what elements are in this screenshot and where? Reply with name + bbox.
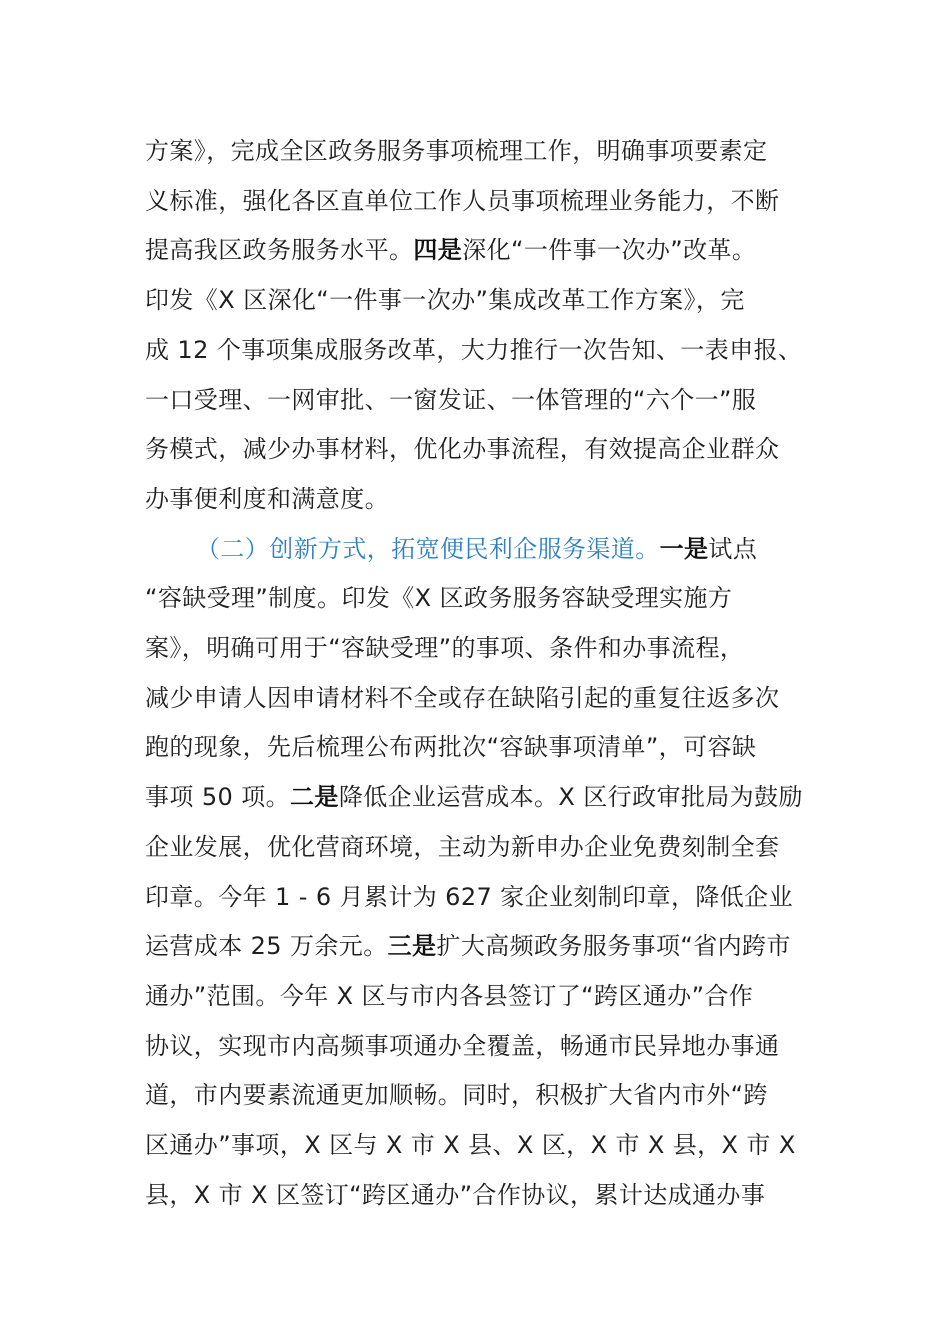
text-line [145, 385, 756, 415]
emphasis-text: 三是 [387, 932, 437, 961]
body-text-segment: 跑的现象，先后梳理公布两批次“容缺事项清单”，可容缺 [145, 733, 757, 762]
text-line [145, 136, 767, 166]
body-text-segment: 印章。今年 1 - 6 月累计为 627 家企业刻制印章，降低企业 [145, 882, 793, 911]
body-text-segment: “容缺受理”制度。印发《X 区政务服务容缺受理实施方 [145, 584, 733, 613]
body-text-segment: 道，市内要素流通更加顺畅。同时，积极扩大省内市外“跨 [145, 1081, 768, 1110]
text-line [145, 434, 779, 464]
body-text-segment: 方案》，完成全区政务服务事项梳理工作，明确事项要素定 [145, 137, 768, 165]
text-line [145, 583, 732, 613]
text-line [145, 782, 803, 812]
body-text-segment: 深化“一件事一次办”改革。 [462, 236, 757, 265]
body-text-segment: 务模式，减少办事材料，优化办事流程，有效提高企业群众 [145, 435, 780, 464]
text-line [145, 1130, 796, 1160]
text-line [145, 1080, 768, 1110]
text-line [145, 832, 779, 862]
body-text-segment: 降低企业运营成本。X 区行政审批局为鼓励 [338, 783, 803, 812]
text-line [145, 981, 753, 1011]
body-text-segment: 事项 50 项。 [145, 783, 290, 812]
text-line [145, 931, 791, 961]
text-line [145, 1180, 765, 1210]
body-text-segment: 成 12 个事项集成服务改革，大力推行一次告知、一表申报、 [145, 335, 803, 364]
body-text-segment: 提高我区政务服务水平。 [145, 236, 414, 265]
text-line [145, 732, 756, 762]
body-text-segment: 通办”范围。今年 X 区与市内各县签订了“跨区通办”合作 [145, 981, 754, 1010]
emphasis-text: 一是 [659, 534, 709, 563]
text-line [145, 484, 389, 514]
body-text-segment: 县，X 市 X 区签订“跨区通办”合作协议，累计达成通办事 [145, 1180, 766, 1209]
body-text-segment: 义标准，强化各区直单位工作人员事项梳理业务能力，不断 [145, 186, 780, 215]
body-text-segment: 一口受理、一网审批、一窗发证、一体管理的“六个一”服 [145, 385, 757, 414]
body-text-segment: 区通办”事项，X 区与 X 市 X 县、X 区，X 市 X 县，X 市 X [145, 1131, 796, 1159]
text-line [145, 335, 802, 365]
body-text-segment: 扩大高频政务服务事项“省内跨市 [436, 932, 791, 961]
section-heading: （二）创新方式，拓宽便民利企服务渠道。 [196, 534, 660, 563]
body-text-segment: 试点 [708, 534, 758, 563]
body-text-segment: 案》，明确可用于“容缺受理”的事项、条件和办事流程， [145, 634, 745, 662]
text-line [145, 235, 756, 265]
text-line [145, 285, 745, 315]
body-text-segment: 企业发展，优化营商环境，主动为新申办企业免费刻制全套 [145, 832, 780, 861]
emphasis-text: 二是 [290, 783, 339, 812]
text-line [145, 882, 793, 912]
emphasis-text: 四是 [413, 236, 463, 265]
text-line [145, 1031, 779, 1061]
body-text-segment: 运营成本 25 万余元。 [145, 932, 388, 961]
text-line [196, 534, 757, 564]
body-text-segment: 印发《X 区深化“一件事一次办”集成改革工作方案》，完 [145, 286, 745, 315]
text-line [145, 186, 779, 216]
body-text-segment: 办事便利度和满意度。 [145, 484, 389, 513]
body-text-segment: 减少申请人因申请材料不全或存在缺陷引起的重复往返多次 [145, 683, 780, 712]
text-line [145, 683, 779, 713]
body-text-segment: 协议，实现市内高频事项通办全覆盖，畅通市民异地办事通 [145, 1031, 780, 1060]
text-line [145, 633, 744, 663]
